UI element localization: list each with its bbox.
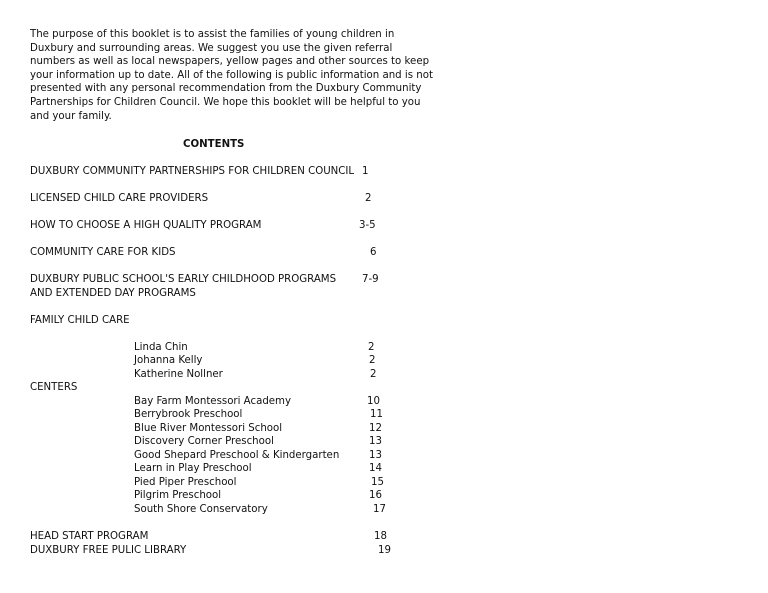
toc-subentry-name: Berrybrook Preschool — [134, 409, 243, 420]
toc-subentry-page: 15 — [371, 477, 384, 488]
toc-subentry-name: Johanna Kelly — [134, 355, 203, 366]
toc-subentry-page: 11 — [370, 409, 383, 420]
toc-subentry-page: 2 — [369, 355, 376, 366]
intro-line: Duxbury and surrounding areas. We suggest you use the given referral — [30, 42, 393, 54]
toc-subentry-name: Pied Piper Preschool — [134, 477, 237, 488]
toc-subentry-page: 13 — [369, 450, 382, 461]
toc-subentry-page: 2 — [370, 369, 377, 380]
contents-heading: CONTENTS — [183, 139, 245, 150]
toc-subentry-page: 14 — [369, 463, 382, 474]
toc-subentry-page: 16 — [369, 490, 382, 501]
family-child-care-heading: FAMILY CHILD CARE — [30, 315, 130, 326]
intro-line: presented with any personal recommendation from the Duxbury Community — [30, 83, 422, 95]
toc-subentry-name: Learn in Play Preschool — [134, 463, 252, 474]
toc-subentry-page: 12 — [369, 423, 382, 434]
intro-line: Partnerships for Children Council. We hope this booklet will be helpful to you — [30, 96, 421, 108]
toc-entry-page: 1 — [362, 166, 369, 177]
intro-paragraph — [30, 28, 433, 123]
intro-line: numbers as well as local newspapers, yellow pages and other sources to keep — [30, 56, 430, 68]
toc-subentry-page: 17 — [373, 504, 386, 515]
toc-entry-page: 6 — [370, 247, 377, 258]
toc-subentry-page: 2 — [368, 342, 375, 353]
intro-line: The purpose of this booklet is to assist the families of young children in — [30, 29, 395, 40]
toc-entry-title: DUXBURY PUBLIC SCHOOL'S EARLY CHILDHOOD PROGRAMS — [30, 274, 337, 285]
toc-entry-title: LICENSED CHILD CARE PROVIDERS — [30, 193, 209, 204]
centers-heading: CENTERS — [30, 382, 78, 393]
toc-subentry-name: Bay Farm Montessori Academy — [134, 396, 292, 407]
toc-entry-page: 19 — [378, 545, 391, 556]
toc-entry-page: 3-5 — [359, 220, 376, 231]
toc-subentry-page: 10 — [367, 396, 380, 407]
intro-line: and your family. — [30, 110, 112, 122]
toc-subentry-name: Linda Chin — [134, 342, 188, 353]
toc-subentry-name: South Shore Conservatory — [134, 504, 268, 515]
intro-line: your information up to date. All of the following is public information and is not — [30, 69, 433, 81]
toc-subentry-name: Discovery Corner Preschool — [134, 436, 274, 447]
toc-entry-title: DUXBURY FREE PULIC LIBRARY — [30, 545, 187, 556]
toc-entry-page: 18 — [374, 531, 387, 542]
toc-subentry-name: Katherine Nollner — [134, 369, 223, 380]
toc-entry-page: 7-9 — [362, 274, 379, 285]
toc-subentry-name: Pilgrim Preschool — [134, 490, 222, 501]
toc-entry-title: HEAD START PROGRAM — [30, 531, 149, 542]
toc-subentry-page: 13 — [369, 436, 382, 447]
toc-entry-page: 2 — [365, 193, 372, 204]
toc-entry-title-line2: AND EXTENDED DAY PROGRAMS — [30, 288, 196, 299]
toc-entry-title: DUXBURY COMMUNITY PARTNERSHIPS FOR CHILDREN COUNCIL — [30, 166, 355, 177]
toc-entry-title: HOW TO CHOOSE A HIGH QUALITY PROGRAM — [30, 220, 262, 231]
toc-subentry-name: Blue River Montessori School — [134, 423, 283, 434]
toc-entry-title: COMMUNITY CARE FOR KIDS — [30, 247, 176, 258]
toc-subentry-name: Good Shepard Preschool & Kindergarten — [134, 450, 340, 461]
